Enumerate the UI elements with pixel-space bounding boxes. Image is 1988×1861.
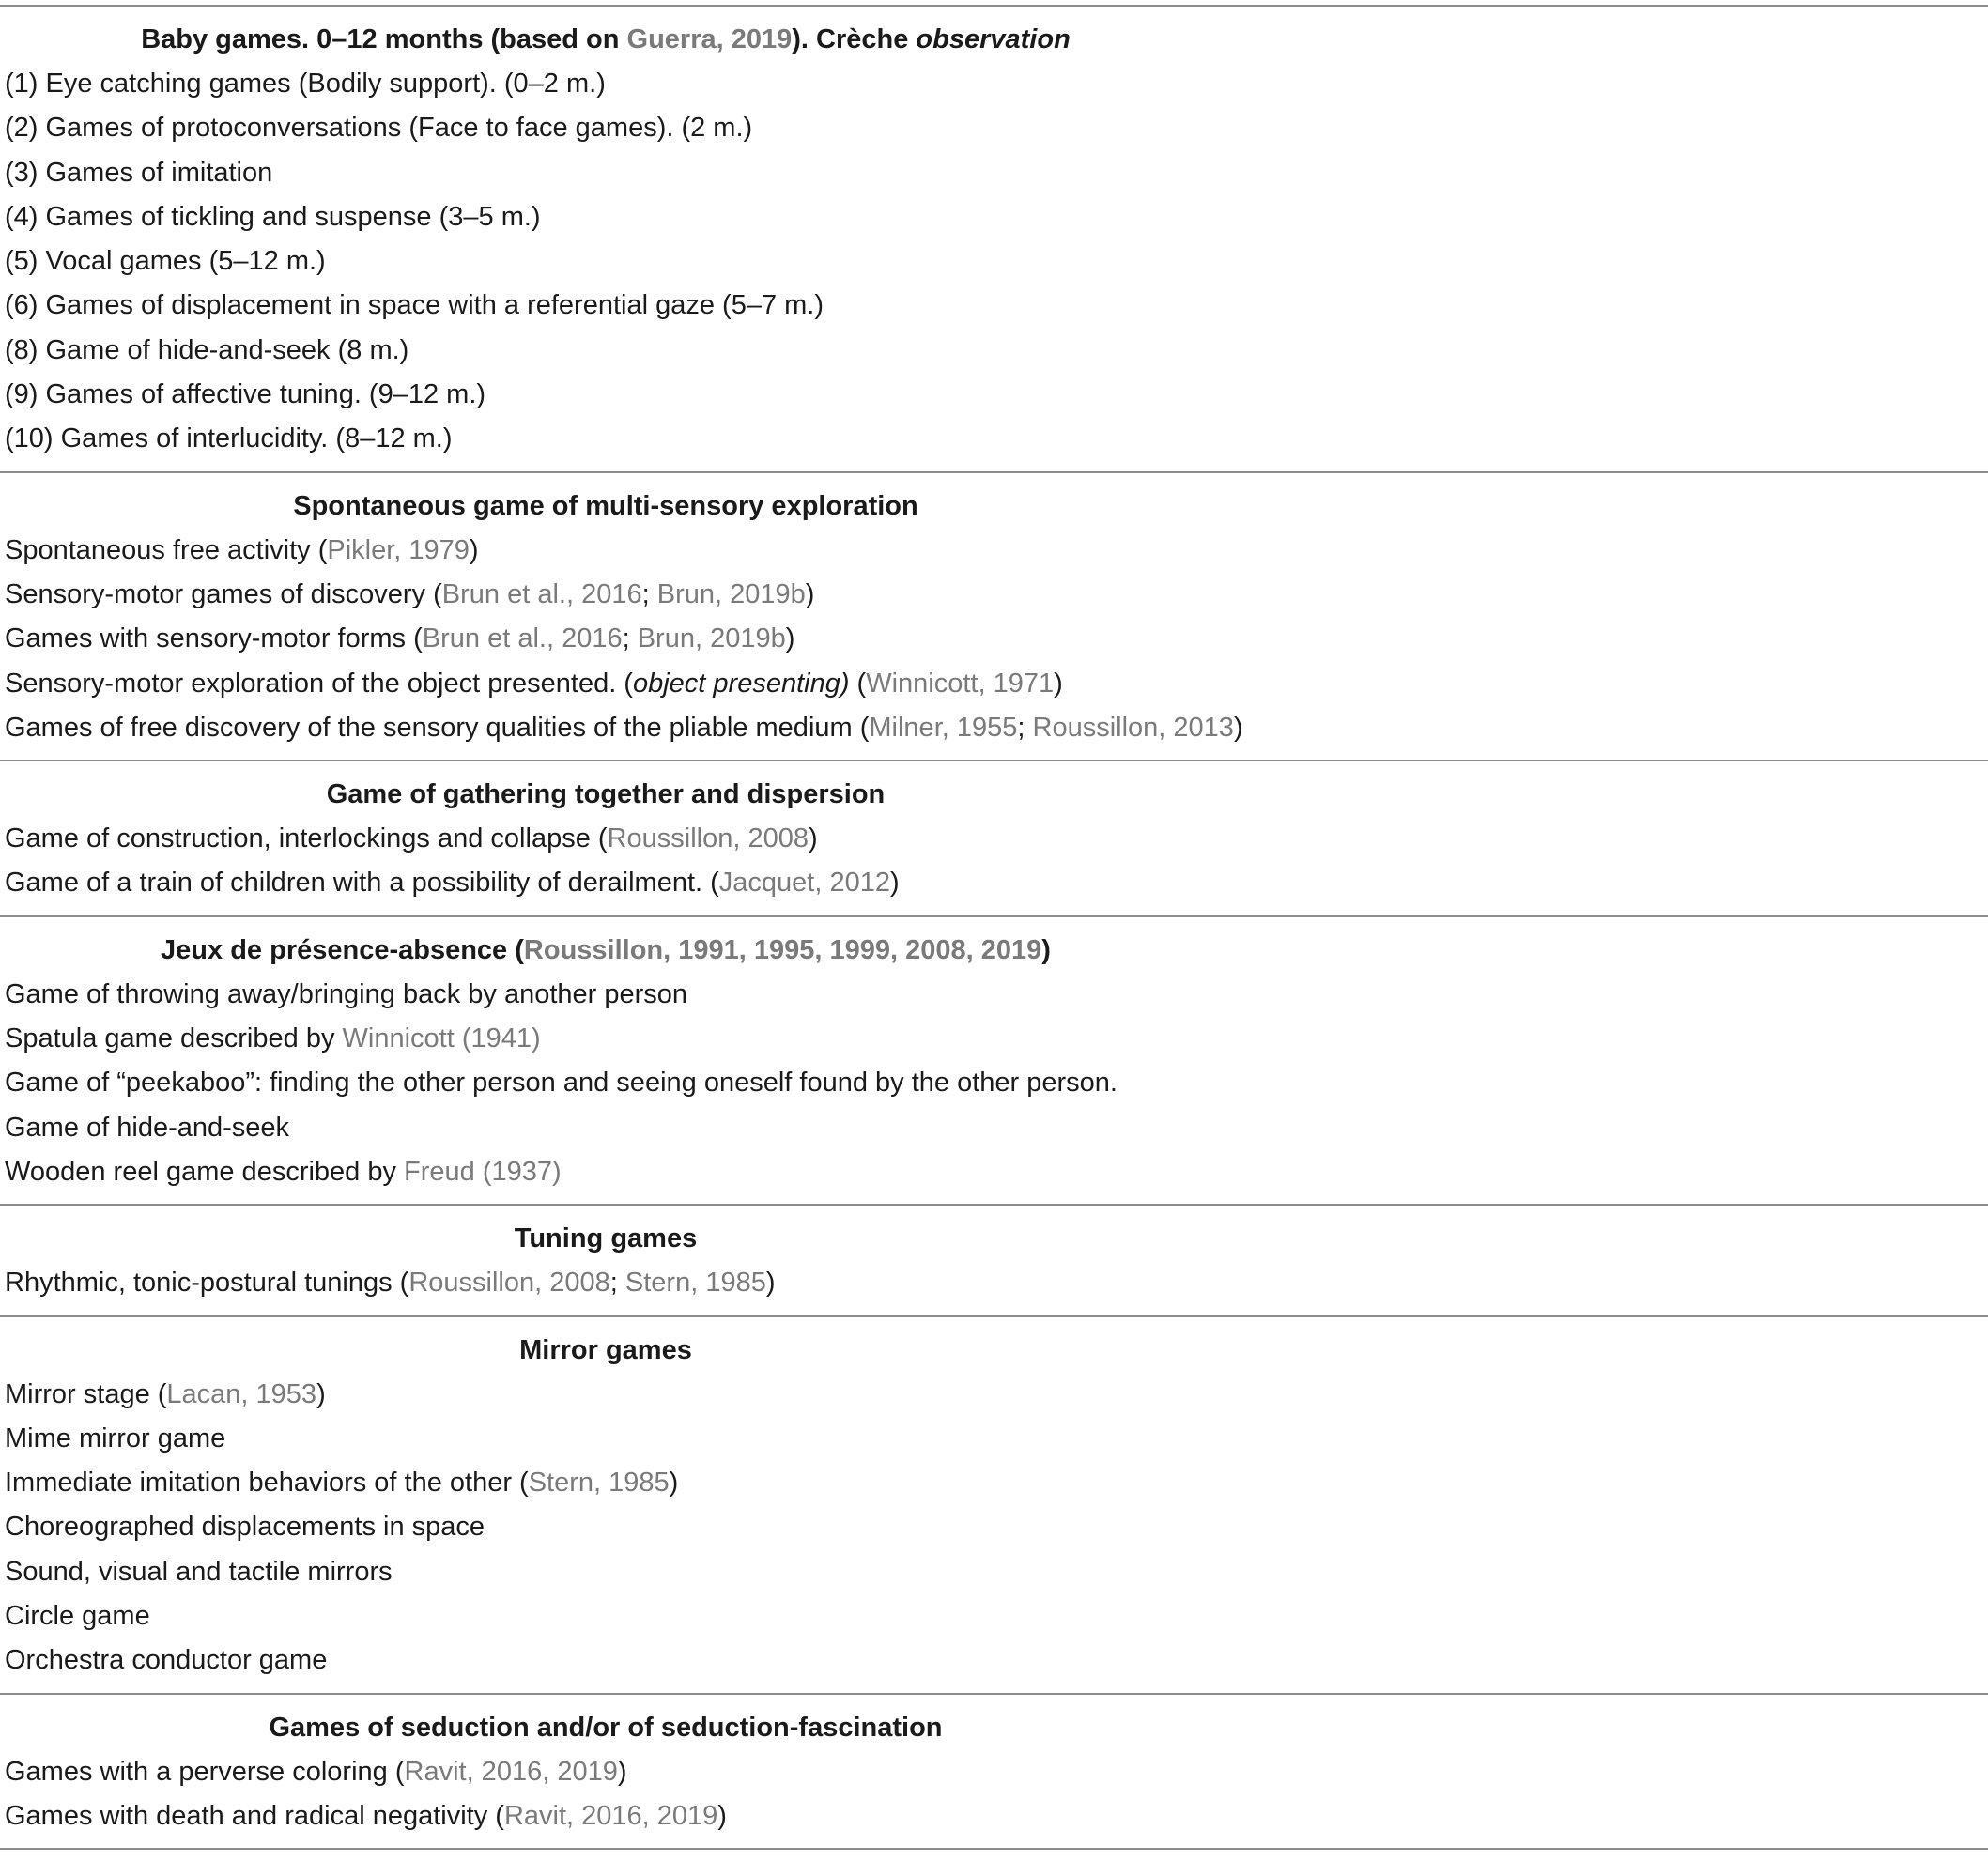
reference-link[interactable]: Pikler, 1979 (327, 534, 470, 565)
table-section (0, 5, 1988, 471)
table-row (0, 1461, 1988, 1505)
text-segment: Games with sensory-motor forms ( (5, 623, 423, 654)
table-section (0, 1315, 1988, 1693)
section-heading (0, 1217, 1211, 1261)
text-segment: ; (609, 1268, 625, 1299)
table-row (0, 1750, 1988, 1794)
text-segment: Game of throwing away/bringing back by another person (5, 978, 688, 1009)
table-row (0, 417, 1988, 461)
text-segment: Rhythmic, tonic-postural tunings ( (5, 1268, 409, 1299)
section-heading (0, 1329, 1211, 1373)
text-segment: Mirror stage ( (5, 1378, 167, 1409)
text-segment: (3) Games of imitation (5, 157, 273, 188)
text-segment: Sensory-motor games of discovery ( (5, 578, 442, 609)
text-segment: (4) Games of tickling and suspense (3–5 m.) (5, 201, 541, 232)
text-segment: Orchestra conductor game (5, 1645, 328, 1676)
reference-link[interactable]: Brun et al., 2016 (422, 623, 623, 654)
text-segment: Sound, visual and tactile mirrors (5, 1556, 393, 1587)
table-row (0, 195, 1988, 239)
reference-link[interactable]: Jacquet, 2012 (718, 868, 890, 899)
table-row (0, 1061, 1988, 1105)
table-row (0, 1594, 1988, 1638)
text-segment: Tuning games (514, 1223, 698, 1254)
reference-link[interactable]: Roussillon, 1991, 1995, 1999, 2008, 2019 (523, 934, 1042, 965)
reference-link[interactable]: Brun, 2019b (637, 623, 786, 654)
text-segment: ) (890, 868, 900, 899)
table-section (0, 915, 1988, 1204)
text-segment: Sensory-motor exploration of the object presented. ( (5, 668, 633, 699)
reference-link[interactable]: Milner, 1955 (869, 712, 1018, 743)
text-segment: ) (785, 623, 795, 654)
text-segment: ; (1017, 712, 1033, 743)
reference-link[interactable]: Winnicott, 1971 (866, 668, 1055, 699)
text-segment: ) (1054, 668, 1063, 699)
table-row (0, 62, 1988, 106)
text-segment: ) (1041, 934, 1051, 965)
reference-link[interactable]: Roussillon, 2013 (1032, 712, 1234, 743)
table-row (0, 329, 1988, 373)
reference-link[interactable]: Brun, 2019b (656, 578, 806, 609)
reference-link[interactable]: Stern, 1985 (528, 1468, 670, 1499)
text-segment: ) (469, 534, 479, 565)
reference-link[interactable]: Brun et al., 2016 (441, 578, 642, 609)
italic-text: object presenting) (632, 668, 850, 699)
reference-link[interactable]: Winnicott (1941) (342, 1023, 541, 1054)
table-row (0, 662, 1988, 706)
text-segment: Game of hide-and-seek (5, 1112, 290, 1143)
text-segment: Jeux de présence-absence ( (161, 934, 524, 965)
text-segment: Games of free discovery of the sensory qualities of the pliable medium ( (5, 712, 870, 743)
table-section (0, 760, 1988, 915)
table-row (0, 529, 1988, 573)
table-row (0, 373, 1988, 417)
table-row (0, 973, 1988, 1017)
table-row (0, 284, 1988, 328)
table-row (0, 861, 1988, 905)
text-segment: Spontaneous game of multi-sensory exploration (293, 490, 918, 521)
text-segment: Game of construction, interlockings and collapse ( (5, 823, 608, 854)
text-segment: ) (669, 1468, 679, 1499)
table-row (0, 573, 1988, 617)
text-segment: ( (849, 668, 867, 699)
section-heading (0, 1706, 1211, 1750)
reference-link[interactable]: Roussillon, 2008 (408, 1268, 610, 1299)
text-segment: (9) Games of affective tuning. (9–12 m.) (5, 379, 486, 410)
table-row (0, 1373, 1988, 1417)
table-row (0, 817, 1988, 861)
reference-link[interactable]: Guerra, 2019 (626, 24, 793, 54)
section-heading (0, 773, 1211, 817)
text-segment: Games with a perverse coloring ( (5, 1756, 405, 1787)
text-segment: ). Crèche (792, 24, 917, 54)
text-segment: Mirror games (519, 1334, 692, 1365)
text-segment: (5) Vocal games (5–12 m.) (5, 246, 326, 277)
text-segment: ) (765, 1268, 776, 1299)
table-section (0, 1693, 1988, 1851)
text-segment: ) (316, 1378, 326, 1409)
italic-text: observation (916, 24, 1071, 54)
text-segment: ) (805, 578, 815, 609)
reference-link[interactable]: Freud (1937) (404, 1156, 562, 1187)
table-row (0, 706, 1988, 750)
text-segment: Spontaneous free activity ( (5, 534, 328, 565)
text-segment: ) (717, 1800, 727, 1831)
text-segment: Game of a train of children with a possibility of derailment. ( (5, 868, 719, 899)
section-heading (0, 18, 1211, 62)
text-segment: Spatula game described by (5, 1023, 343, 1054)
table-row (0, 1550, 1988, 1594)
table-row (0, 151, 1988, 195)
text-segment: ; (622, 623, 638, 654)
text-segment: Baby games. 0–12 months (based on (141, 24, 627, 54)
reference-link[interactable]: Ravit, 2016, 2019 (404, 1756, 618, 1787)
table-row (0, 1150, 1988, 1194)
table-row (0, 1638, 1988, 1683)
text-segment: ; (641, 578, 657, 609)
table-row (0, 106, 1988, 150)
section-heading (0, 484, 1211, 529)
section-heading (0, 929, 1211, 973)
text-segment: Wooden reel game described by (5, 1156, 405, 1187)
text-segment: ) (617, 1756, 627, 1787)
text-segment: (10) Games of interlucidity. (8–12 m.) (5, 423, 453, 454)
text-segment: Mime mirror game (5, 1423, 226, 1453)
reference-link[interactable]: Stern, 1985 (624, 1268, 766, 1299)
reference-link[interactable]: Roussillon, 2008 (607, 823, 809, 854)
text-segment: ) (808, 823, 818, 854)
text-segment: Game of gathering together and dispersion (326, 779, 886, 810)
text-segment: (6) Games of displacement in space with a referential gaze (5–7 m.) (5, 290, 824, 321)
table-section (0, 1204, 1988, 1315)
text-segment: (2) Games of protoconversations (Face to face games). (2 m.) (5, 113, 753, 144)
table-row (0, 1261, 1988, 1305)
table-row (0, 1505, 1988, 1549)
text-segment: ) (1233, 712, 1243, 743)
table-row (0, 617, 1988, 661)
text-segment: (1) Eye catching games (Bodily support). (0–2 m.) (5, 69, 606, 99)
text-segment: (8) Game of hide-and-seek (8 m.) (5, 334, 409, 365)
reference-link[interactable]: Ravit, 2016, 2019 (503, 1800, 718, 1831)
reference-link[interactable]: Lacan, 1953 (166, 1378, 317, 1409)
table-row (0, 1794, 1988, 1838)
table-section (0, 471, 1988, 760)
table-row (0, 1417, 1988, 1461)
text-segment: Choreographed displacements in space (5, 1512, 485, 1543)
table-row (0, 1017, 1988, 1061)
table-row (0, 239, 1988, 284)
text-segment: Games of seduction and/or of seduction-fascination (269, 1712, 943, 1743)
text-segment: Circle game (5, 1601, 150, 1632)
text-segment: Game of “peekaboo”: finding the other person and seeing oneself found by the other person. (5, 1068, 1117, 1099)
text-segment: Immediate imitation behaviors of the other ( (5, 1468, 529, 1499)
games-table (0, 5, 1988, 1850)
table-row (0, 1106, 1988, 1150)
text-segment: Games with death and radical negativity ( (5, 1800, 504, 1831)
